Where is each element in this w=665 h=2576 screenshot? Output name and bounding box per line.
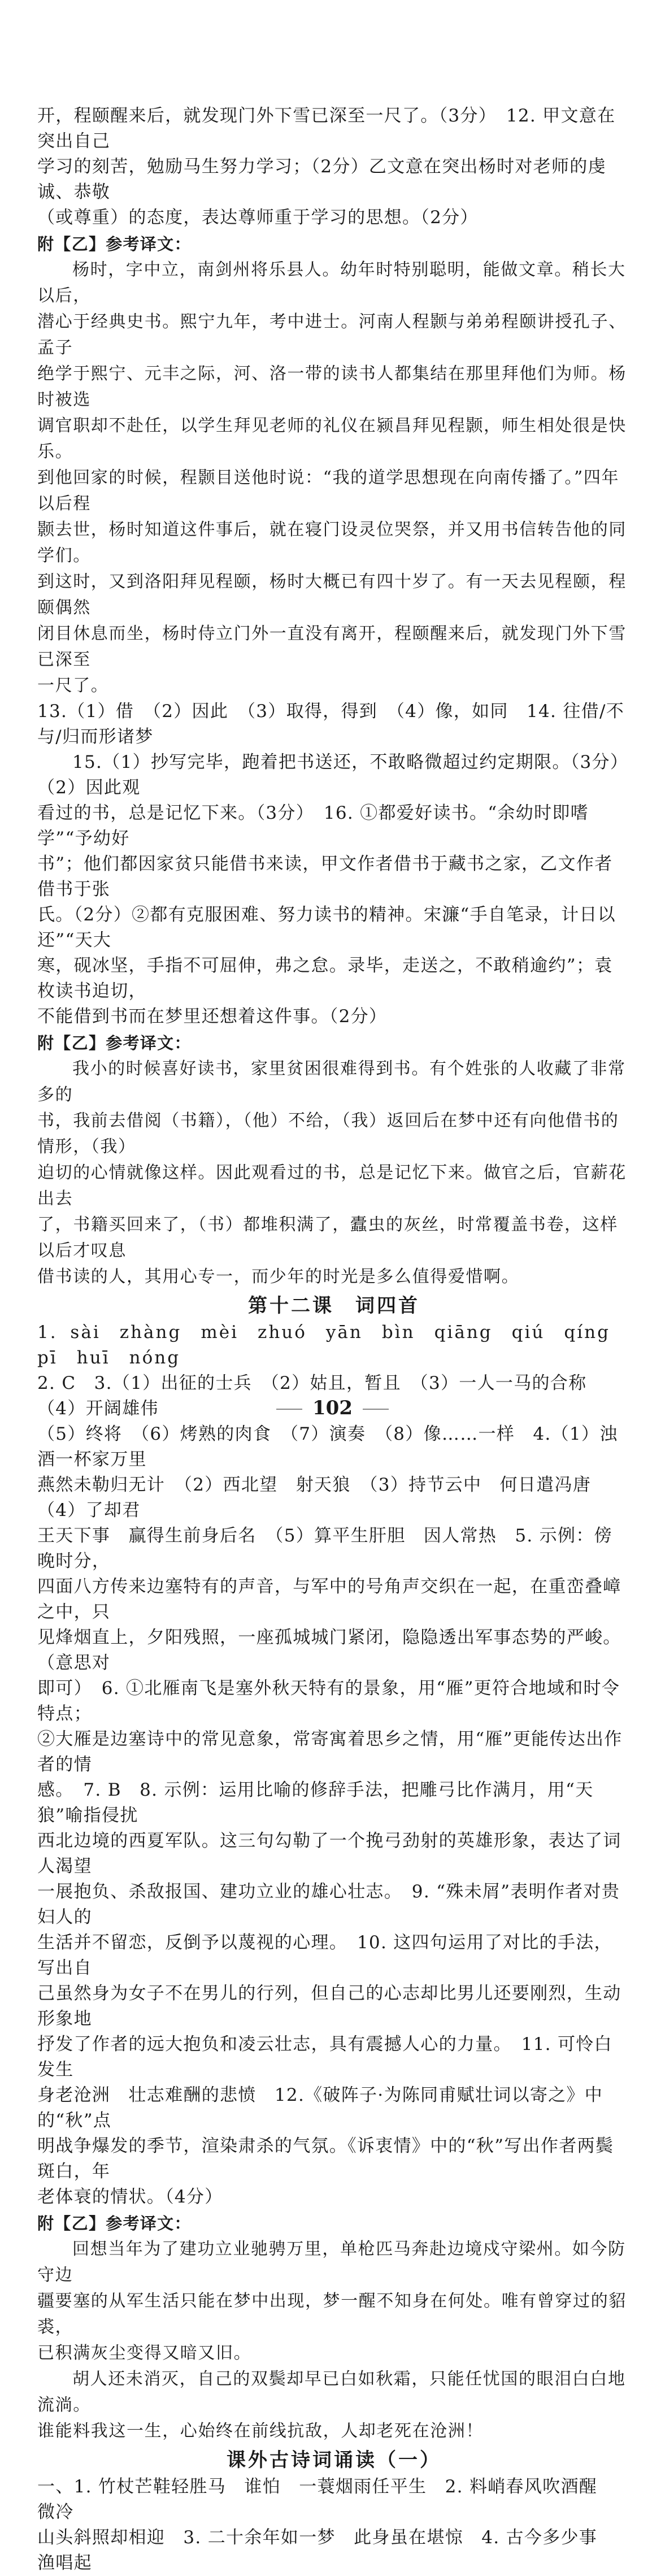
translation-line: 回想当年为了建功立业驰骋万里，单枪匹马奔赴边境戍守梁州。如今防守边 [37,2239,626,2285]
text-line: 西北边境的西夏军队。这三句勾勒了一个挽弓劲射的英雄形象，表达了词人渴望 [37,1831,621,1876]
lesson-title: 第十二课 词四首 [248,1294,420,1317]
translation-line: 到这时，又到洛阳拜见程颐，杨时大概已有四十岁了。有一天去见程颐，程颐偶然 [37,572,627,618]
section-title: 课外古诗词诵读（一） [227,2449,441,2471]
text-line: 感。 7. B 8. 示例：运用比喻的修辞手法，把雕弓比作满月，用“天狼”喻指侵扰 [37,1780,594,1826]
translation-line: 谁能料我这一生，心始终在前线抗敌，人却老死在沧洲！ [37,2421,484,2441]
text-line: 一展抱负、杀敌报国、建功立业的雄心壮志。 9. “殊未屑”表明作者对贵妇人的 [37,1882,620,1927]
text-line: 15.（1）抄写完毕，跑着把书送还，不敢略微超过约定期限。（3分） （2）因此观 [37,752,638,798]
text-line: 己虽然身为女子不在男儿的行列，但自己的心志却比男儿还要刚烈，生动形象地 [37,1983,621,2029]
answer-text-body [37,103,638,2576]
translation-line: 一尺了。 [37,676,109,696]
translation-line: 到他回家的时候，程颢目送他时说：“我的道学思想现在向南传播了。”四年以后程 [37,468,620,514]
appendix-heading: 附【乙】参考译文： [37,234,192,254]
text-line: 明战争爆发的季节，渲染肃杀的气氛。《诉衷情》中的“秋”写出作者两鬓斑白，年 [37,2136,614,2182]
translation-line: 迫切的心情就像这样。因此观看过的书，总是记忆下来。做官之后，官薪花出去 [37,1163,627,1209]
text-line: 抒发了作者的远大抱负和凌云壮志，具有震撼人心的力量。 11. 可怜白发生 [37,2034,612,2080]
translation-line: 疆要塞的从军生活只能在梦中出现，梦一醒不知身在何处。唯有曾穿过的貂裘， [37,2291,627,2337]
translation-line: 书，我前去借阅（书籍），（他）不给，（我）返回后在梦中还有向他借书的情形，（我） [37,1111,619,1157]
text-line: 四面八方传来边塞特有的声音，与军中的号角声交织在一起，在重峦叠嶂之中，只 [37,1576,621,1622]
text-line: 燕然未勒归无计 （2）西北望 射天狼 （3）持节云中 何日遣冯唐 （4）了却君 [37,1475,610,1521]
text-line: 开，程颐醒来后，就发现门外下雪已深至一尺了。（3分） 12. 甲文意在突出自己 [37,106,616,151]
translation-line: 潜心于经典史书。熙宁九年，考中进士。河南人程颢与弟弟程颐讲授孔子、孟子 [37,312,627,358]
footer-dash-right [363,1409,389,1410]
translation-line: 闭目休息而坐，杨时侍立门外一直没有离开，程颐醒来后，就发现门外下雪已深至 [37,624,627,670]
text-line: 即可） 6. ①北雁南飞是塞外秋天特有的景象，用“雁”更符合地域和时令特点； [37,1678,620,1724]
page-number: 102 [312,1397,353,1419]
text-line: （5）终将 （6）烤熟的肉食 （7）演奏 （8）像……一样 4.（1）浊酒一杯家万里 [37,1424,618,1470]
text-line: 看过的书，总是记忆下来。（3分） 16. ①都爱好读书。“余幼时即嗜学”“予幼好 [37,803,589,849]
translation-line: 已积满灰尘变得又暗又旧。 [37,2343,252,2363]
text-line: 王天下事 赢得生前身后名 （5）算平生肝胆 因人常热 5. 示例：傍晚时分， [37,1526,612,1571]
text-line: 见烽烟直上，夕阳残照，一座孤城城门紧闭，隐隐透出军事态势的严峻。（意思对 [37,1627,621,1673]
text-line: 山头斜照却相迎 3. 二十余年如一梦 此身虽在堪惊 4. 古今多少事 渔唱起 [37,2527,616,2573]
text-line: 13.（1）借 （2）因此 （3）取得，得到 （4）像，如同 14. 往借/不与/归而形诸梦 [37,701,624,747]
text-line: 不能借到书而在梦里还想着这件事。（2分） [37,1006,388,1027]
translation-line: 颢去世，杨时知道这件事后，就在寝门设灵位哭祭，并又用书信转告他的同学们。 [37,520,627,566]
text-line: ②大雁是边塞诗中的常见意象，常寄寓着思乡之情，用“雁”更能传达出作者的情 [37,1729,623,1775]
text-line: 身老沧洲 壮志难酬的悲愤 12.《破阵子·为陈同甫赋壮词以寄之》中的“秋”点 [37,2085,603,2131]
translation-line: 调官职却不赴任，以学生拜见老师的礼仪在颍昌拜见程颢，师生相处很是快乐。 [37,416,627,462]
translation-line: 我小的时候喜好读书，家里贫困很难得到书。有个姓张的人收藏了非常多的 [37,1059,626,1105]
translation-line: 了，书籍买回来了，（书）都堆积满了，蠹虫的灰丝，时常覆盖书卷，这样以后才叹息 [37,1215,618,1261]
page-footer [0,1397,665,1419]
translation-line: 杨时，字中立，南剑州将乐县人。幼年时特别聪明，能做文章。稍长大以后， [37,260,626,306]
pinyin-line: 1. sài zhàng mèi zhuó yān bìn qiāng qiú qíng pī huī nóng [37,1322,629,1368]
text-line: 寒，砚冰坚，手指不可屈伸，弗之怠。录毕，走送之，不敢稍逾约”；袁枚读书迫切， [37,955,613,1001]
footer-dash-left [276,1409,302,1410]
text-line: 氏。（2分）②都有克服困难、努力读书的精神。宋濂“手自笔录，计日以还”“天大 [37,905,616,950]
text-line: 老体衰的情状。（4分） [37,2187,223,2207]
text-line: 书”；他们都因家贫只能借书来读，甲文作者借书于藏书之家，乙文作者借书于张 [37,854,613,900]
translation-line: 借书读的人，其用心专一，而少年的时光是多么值得爱惜啊。 [37,1267,520,1287]
appendix-heading: 附【乙】参考译文： [37,2214,192,2233]
translation-line: 胡人还未消灭，自己的双鬓却早已白如秋霜，只能任忧国的眼泪白白地流淌。 [37,2369,626,2415]
text-line: （或尊重）的态度，表达尊师重于学习的思想。（2分） [37,207,479,228]
text-line: 学习的刻苦，勉励马生努力学习；（2分）乙文意在突出杨时对老师的虔诚、恭敬 [37,157,606,202]
text-line: 生活并不留恋，反倒予以蔑视的心理。 10. 这四句运用了对比的手法，写出自 [37,1932,612,1978]
translation-line: 绝学于熙宁、元丰之际，河、洛一带的读书人都集结在那里拜他们为师。杨时被选 [37,364,627,410]
appendix-heading: 附【乙】参考译文： [37,1033,192,1053]
text-line: 一、1. 竹杖芒鞋轻胜马 谁怕 一蓑烟雨任平生 2. 料峭春风吹酒醒 微冷 [37,2477,616,2522]
text-line: 2. C 3.（1）出征的士兵 （2）姑且，暂且 （3）一人一马的合称 （4）开阔雄伟 [37,1373,605,1419]
